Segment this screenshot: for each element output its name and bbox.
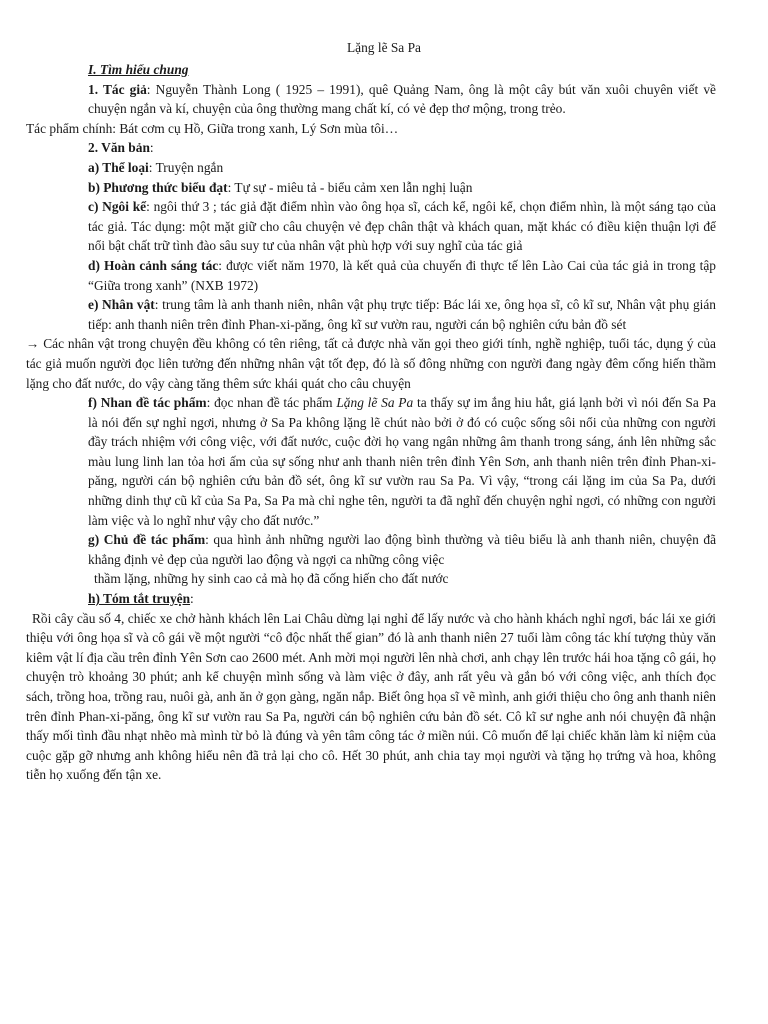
genre-paragraph [88, 158, 716, 178]
theme-paragraph [88, 530, 716, 569]
narrator-label: c) Ngôi kể [88, 199, 147, 215]
section-1-title: I. Tìm hiểu chung [88, 62, 189, 77]
theme-label: g) Chủ đề tác phẩm [88, 532, 206, 548]
section-heading [88, 60, 716, 80]
summary-heading: h) Tóm tắt truyện: [88, 591, 194, 607]
author-label: 1. Tác giả [88, 81, 147, 97]
title-meaning-label: f) Nhan đề tác phẩm [88, 395, 207, 411]
author-paragraph [88, 80, 716, 119]
characters-text: : trung tâm là anh thanh niên, nhân vật phụ trực tiếp: Bác lái xe, ông họa sĩ, cô kĩ sư, Nhân vật phụ gián tiếp: anh thanh niên trên đỉnh Phan-xi-păng, ông kĩ sư vườn rau, người cán bộ nghiên cứu bản đồ sét [88, 297, 716, 332]
context-paragraph [88, 256, 716, 295]
title-meaning-paragraph: f) Nhan đề tác phẩm: đọc nhan đề tác phẩm Lặng lẽ Sa Pa ta thấy sự im ắng hiu hắt, giá lạnh bởi vì nói đến Sa Pa là nói đến sự nghỉ ngơi, nhưng ở Sa Pa không lặng lẽ chút nào bởi ở đó có cuộc sống sôi nổi của những con người đầy trách nhiệm với công việc, với đất nước, cuộc đời họ vang ngân những âm thanh trong sáng, ánh lên những sắc màu lung linh lan tỏa hơi ấm của sự sống như anh thanh niên trên đỉnh Yên Sơn, anh thanh niên trên đỉnh Phan-xi-păng, người cán bộ nghiên cứu bản đồ sét, ông kĩ sư vườn rau Sa Pa. Vì vậy, “trong cái lặng im của Sa Pa, dưới những dinh thự cũ kĩ của Sa Pa, Sa Pa mà chỉ nghe tên, người ta đã nghĩ đến chuyện nghỉ ngơi, có những con người làm việc và lo nghĩ như vậy cho đất nước.” [88, 395, 716, 528]
summary-label: h) Tóm tắt truyện [88, 591, 191, 607]
expression-label: b) Phương thức biểu đạt [88, 179, 228, 195]
narrator-paragraph [88, 197, 716, 256]
summary-paragraph: Rồi cây cầu số 4, chiếc xe chở hành khách lên Lai Châu dừng lại nghỉ để lấy nước và cho hành khách nghỉ ngơi, bác lái xe giới thiệu với ông họa sĩ và cô gái về một người “cô độc nhất thế gian” đó là anh thanh niên 27 tuổi làm công tác khí tượng thủy văn kiêm vật lí địa cầu trên đỉnh Yên Sơn cao 2600 mét. Anh mời mọi người lên nhà chơi, anh chạy lên trước hái hoa tặng cô gái, họ chuyện trò khoảng 30 phút; anh kể chuyện mình sống và làm việc ở đây, anh rất yêu và gắn bó với công việc, anh thích đọc sách, trồng hoa, trồng rau, nuôi gà, anh ăn ở gọn gàng, ngăn nắp. Biết ông họa sĩ vẽ mình, anh giới thiệu cho ông anh thanh niên trên đỉnh Phan-xi-păng, ông kĩ sư vườn rau Sa Pa, người cán bộ nghiên cứu bản đồ sét. Cô kĩ sư nghe anh nói chuyện đã nhận thấy mối tình đầu nhạt nhẽo mà mình từ bỏ là đúng và yên tâm công tác ở miền núi. Cô muốn để lại chiếc khăn làm kỉ niệm của cuộc gặp gỡ nhưng anh không hiểu nên đã trả lại cho cô. Hết 30 phút, anh chia tay mọi người và tặng họ trứng và hoa, không tiễn họ xuống đến tận xe. [26, 610, 716, 783]
text-heading: 2. Văn bản: [88, 140, 154, 156]
arrow-paragraph: → Các nhân vật trong chuyện đều không có tên riêng, tất cả được nhà văn gọi theo giới tính, nghề nghiệp, tuổi tác, dụng ý của tác giả muốn người đọc liên tưởng đến những nhân vật tốt đẹp, đó là số đông những con người đang ngày đêm cống hiến thầm lặng cho đất nước, do vậy càng tăng thêm sức khái quát cho câu chuyện [26, 336, 716, 391]
narrator-text: : ngôi thứ 3 ; tác giả đặt điểm nhìn vào ông họa sĩ, cách kể, ngôi kể, chọn điểm nhìn, là một sáng tạo của tác giả. Tác dụng: một mặt giữ cho câu chuyện vẻ đẹp chân thật và khách quan, mặt khác có điều kiện thuận lợi để nổi bật chất trữ tình đào sâu suy tư của nhân vật phù hợp với suy nghĩ của tác giả [88, 199, 716, 254]
genre-label: a) Thể loại [88, 159, 149, 175]
works-paragraph: Tác phẩm chính: Bát cơm cụ Hồ, Giữa trong xanh, Lý Sơn mùa tôi… [26, 120, 399, 136]
characters-paragraph [88, 295, 716, 334]
document-title: Lặng lẽ Sa Pa [346, 40, 421, 55]
document-body [26, 60, 717, 785]
genre-text: : Truyện ngắn [148, 159, 224, 175]
theme-text: : qua hình ảnh những người lao động bình thường và tiêu biểu là anh thanh niên, chuyện đã khẳng định vẻ đẹp của người lao động và ngợi ca những công việc [88, 532, 717, 567]
expression-text: : Tự sự - miêu tả - biểu cảm xen lẫn nghị luận [227, 179, 473, 195]
expression-paragraph [88, 178, 716, 198]
context-text: : được viết năm 1970, là kết quả của chuyến đi thực tế lên Lào Cai của tác giả in trong tập “Giữa trong xanh” (NXB 1972) [88, 257, 716, 293]
author-text: : Nguyễn Thành Long ( 1925 – 1991), quê Quảng Nam, ông là một cây bút văn xuôi chuyên viết về chuyện ngắn và kí, chuyện của ông thường mang chất kí, có vẻ đẹp thơ mộng, trong trẻo. [88, 81, 716, 117]
theme-paragraph-continued: thầm lặng, những hy sinh cao cả mà họ đã cống hiến cho đất nước [94, 571, 449, 587]
text-label: 2. Văn bản [88, 140, 150, 156]
context-label: d) Hoàn cảnh sáng tác [88, 257, 219, 273]
characters-label: e) Nhân vật [88, 297, 155, 313]
work-title-italic: Lặng lẽ Sa Pa [336, 395, 414, 411]
title-meaning-text: ta thấy sự im ắng hiu hắt, giá lạnh bởi vì nói đến Sa Pa là nói đến sự nghỉ ngơi, nhưng ở Sa Pa không lặng lẽ chút nào bởi ở đó có cuộc sống sôi nổi của những con người đầy trách nhiệm với công việc, với đất nước, cuộc đời họ vang ngân những âm thanh trong sáng, ánh lên những sắc màu lung linh lan tỏa hơi ấm của sự sống như anh thanh niên trên đỉnh Yên Sơn, anh thanh niên trên đỉnh Phan-xi-păng, người cán bộ nghiên cứu bản đồ sét, ông kĩ sư vườn rau Sa Pa. Vì vậy, “trong cái lặng im của Sa Pa, dưới những dinh thự cũ kĩ của Sa Pa, Sa Pa mà chỉ nghe tên, người ta đã nghĩ đến chuyện nghỉ ngơi, có những con người làm việc và lo nghĩ như vậy cho đất nước.” [88, 395, 716, 528]
